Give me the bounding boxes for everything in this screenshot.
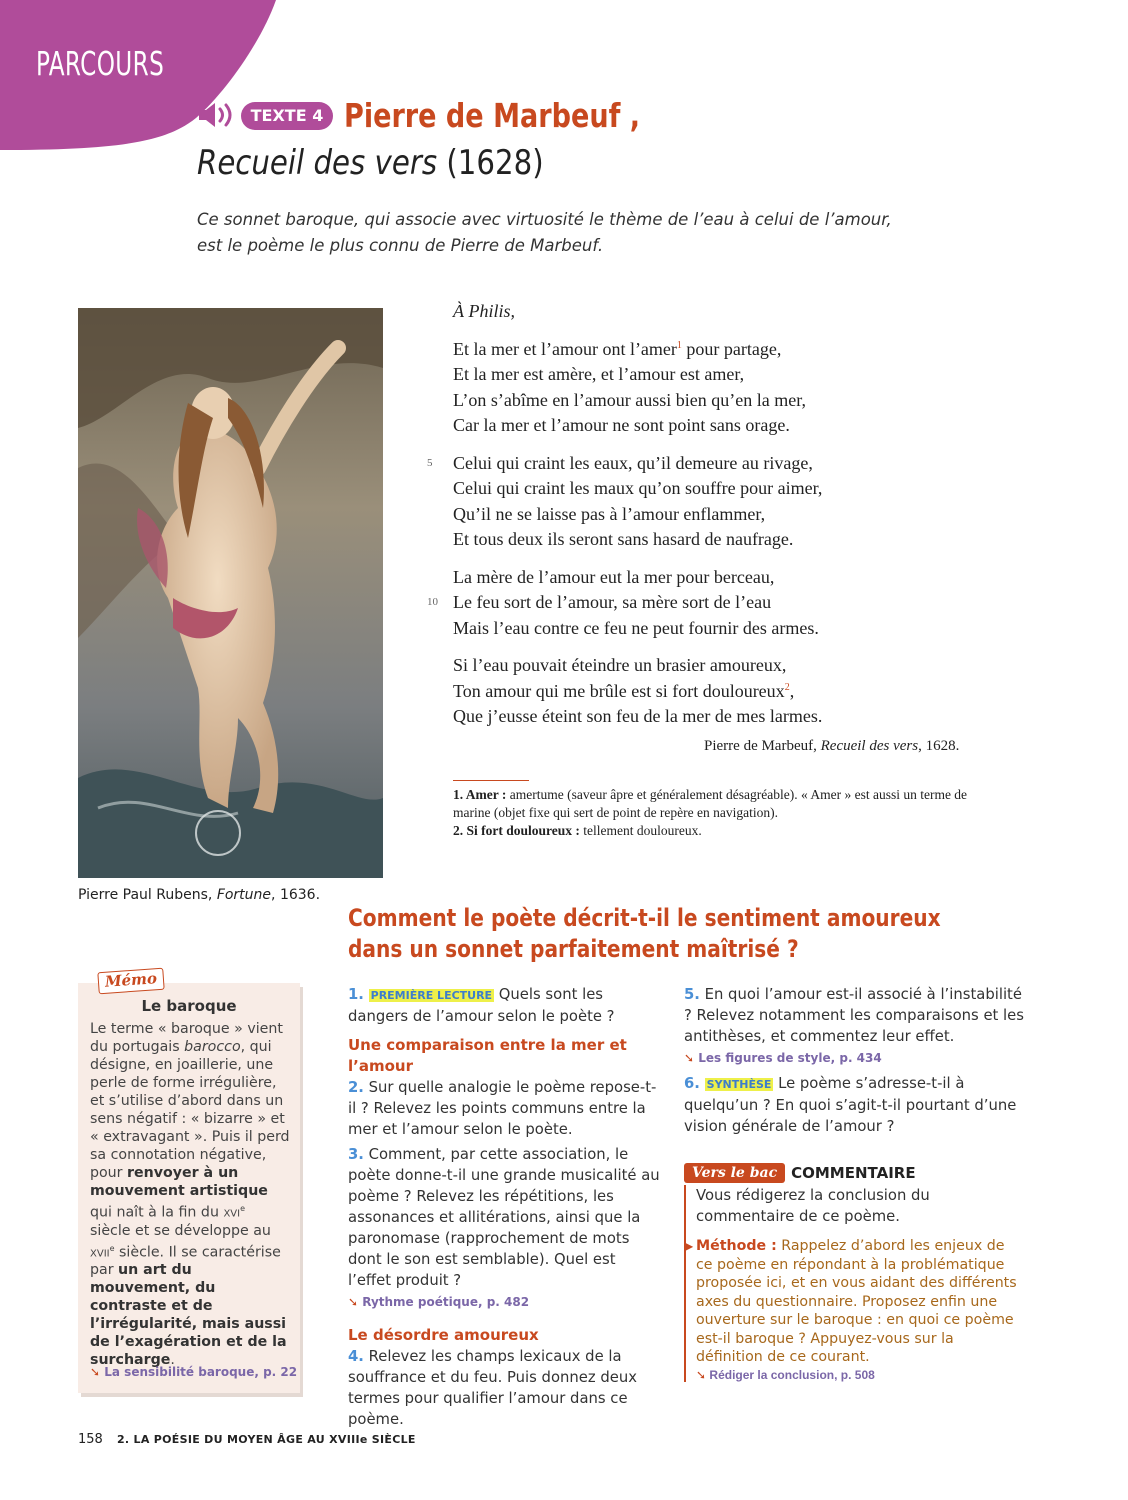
audio-speaker-icon[interactable]: [197, 100, 237, 130]
poem-line: Qu’il ne se laisse pas à l’amour enflammer,: [453, 503, 766, 524]
poem-line: Mais l’eau contre ce feu ne peut fournir des armes.: [453, 617, 819, 638]
arrow-icon: ➘: [348, 1295, 359, 1309]
footnote-1: 1. Amer : amertume (saveur âpre et généralement désagréable). « Amer » est aussi un terme de marine (objet fixe qui sert de point de repère en navigation).: [453, 787, 968, 820]
poem-line: 5 Celui qui craint les eaux, qu’il demeure au rivage,: [453, 451, 822, 477]
rubens-fortune-painting: [78, 308, 383, 878]
arrow-icon: ➘: [696, 1367, 707, 1382]
chapter-title: 2. LA POÉSIE DU MOYEN ÂGE AU XVIIIe SIÈCLE: [116, 1433, 416, 1446]
work-name: Recueil des vers: [197, 143, 438, 183]
intro-line: est le poème le plus connu de Pierre de Marbeuf.: [197, 236, 604, 255]
image-caption: Pierre Paul Rubens, Fortune, 1636.: [78, 887, 321, 903]
methode: ▶ Méthode : Rappelez d’abord les enjeux de ce poème en répondant à la problématique proposée ici, et en vous aidant des différents axes du questionnaire. Proposez enfin une ouverture sur le baroque : en quoi ce poème est-il baroque ? Appuyez-vous sur la définition de ce courant.: [684, 1238, 1017, 1365]
bac-header: [684, 1163, 1024, 1183]
subheading-desordre: Le désordre amoureux: [348, 1326, 539, 1344]
problematique-heading: Comment le poète décrit-t-il le sentiment amoureux dans un sonnet parfaitement maîtrisé ?: [348, 904, 941, 963]
question-1: 1. PREMIÈRE LECTURE Quels sont les dangers de l’amour selon le poète ?: [348, 986, 615, 1025]
text-number-badge: TEXTE 4: [241, 102, 333, 130]
play-arrow-icon: ▶: [684, 1239, 694, 1253]
memo-link[interactable]: ➘ La sensibilité baroque, p. 22: [90, 1365, 298, 1379]
bac-body: [684, 1185, 1024, 1382]
memo-text: Le terme « baroque » vient du portugais barocco, qui désigne, en joaillerie, une perle de forme irrégulière, et s’utilise d’abord dans un sens négatif : « bizarre » et « extravagant ». Puis il perd sa connotation négative, pour renvoyer à un mouvement artistique qui naît à la fin du xvi$^e$ siècle et se développe au xvii$^e$ siècle. Il se caractérise par un art du mouvement, du contraste et de l’irrégularité, mais aussi de l’exagération et de la surcharge.: [90, 1021, 290, 1369]
footnote-2: 2. Si fort douloureux : tellement douloureux.: [453, 823, 702, 838]
intro-text: [197, 207, 917, 259]
bac-type: COMMENTAIRE: [791, 1164, 916, 1182]
bac-tag: Vers le bac: [684, 1163, 785, 1183]
line-number: 5: [427, 456, 433, 469]
page-footer: [78, 1432, 416, 1447]
vers-le-bac-box: [684, 1163, 1024, 1382]
footnotes: [453, 786, 998, 840]
work-year: (1628): [446, 143, 544, 183]
poem-line: 10 Le feu sort de l’amour, sa mère sort de l’eau: [453, 590, 822, 616]
footnote-ref[interactable]: 1: [676, 339, 682, 351]
section-label: PARCOURS: [36, 44, 165, 83]
poem-line: Et la mer et l’amour ont l’amer$^1$ pour partage,: [453, 338, 782, 359]
question-4: 4. Relevez les champs lexicaux de la souffrance et du feu. Puis donnez deux termes pour qualifier l’amour dans ce poème.: [348, 1348, 637, 1428]
question-5: 5. En quoi l’amour est-il associé à l’instabilité ? Relevez notamment les comparaisons et les antithèses, et commentez leur effet.: [684, 986, 1024, 1045]
author-title: Pierre de Marbeuf ,: [344, 96, 641, 135]
poem-line: Car la mer et l’amour ne sont point sans orage.: [453, 415, 790, 435]
poem-line: Si l’eau pouvait éteindre un brasier amoureux,: [453, 655, 787, 675]
link-conclusion[interactable]: ➘ Rédiger la conclusion, p. 508: [696, 1367, 875, 1382]
poem-source: Pierre de Marbeuf, Recueil des vers, 1628.: [704, 738, 960, 754]
question-3: 3. Comment, par cette association, le poète donne-t-il une grande musicalité au poème ? Relevez les répétitions, les assonances et allitérations, ainsi que la paronomase (rapprochement de mots dont le son est semblable). Quel est l’effet produit ?: [348, 1146, 660, 1289]
poem-line: Que j’eusse éteint son feu de la mer de mes larmes.: [453, 706, 823, 726]
link-figures[interactable]: ➘ Les figures de style, p. 434: [684, 1051, 882, 1065]
poem-line: L’on s’abîme en l’amour aussi bien qu’en la mer,: [453, 389, 807, 410]
arrow-icon: ➘: [684, 1051, 695, 1065]
poem: [427, 299, 823, 730]
question-2: 2. Sur quelle analogie le poème repose-t-il ? Relevez les points communs entre la mer et l’amour selon le poète.: [348, 1079, 657, 1138]
memo-tag: Mémo: [97, 968, 164, 995]
link-rythme[interactable]: ➘ Rythme poétique, p. 482: [348, 1295, 530, 1309]
work-title: [197, 143, 544, 183]
premiere-lecture-tag: PREMIÈRE LECTURE: [370, 989, 493, 1002]
synthese-tag: SYNTHÈSE: [706, 1078, 772, 1091]
poem-line: Ton amour qui me brûle est si fort douloureux$^2$,: [453, 680, 795, 701]
arrow-icon: ➘: [90, 1365, 101, 1379]
bac-text: Vous rédigerez la conclusion du commentaire de ce poème.: [696, 1187, 930, 1225]
intro-line: Ce sonnet baroque, qui associe avec virtuosité le thème de l’eau à celui de l’amour,: [197, 210, 892, 229]
question-6: 6. SYNTHÈSE Le poème s’adresse-t-il à quelqu’un ? En quoi s’agit-t-il pourtant d’une vision générale de l’amour ?: [684, 1075, 1017, 1135]
footnote-divider: [453, 780, 529, 781]
poem-line: Et la mer est amère, et l’amour est amer,: [453, 364, 745, 384]
poem-dedication: À Philis,: [453, 301, 515, 321]
page-number: 158: [78, 1432, 103, 1447]
questions-col-2: [684, 984, 1029, 1137]
line-number: 10: [427, 596, 438, 608]
footnote-ref[interactable]: 2: [784, 681, 790, 693]
poem-line: Celui qui craint les maux qu’on souffre pour aimer,: [453, 478, 823, 498]
poem-line: La mère de l’amour eut la mer pour berceau,: [453, 566, 775, 587]
subheading-comparaison: Une comparaison entre la mer et l’amour: [348, 1036, 627, 1075]
memo-title: Le baroque: [141, 997, 237, 1015]
questions-col-1: [348, 984, 663, 1430]
poem-line: Et tous deux ils seront sans hasard de naufrage.: [453, 529, 794, 549]
